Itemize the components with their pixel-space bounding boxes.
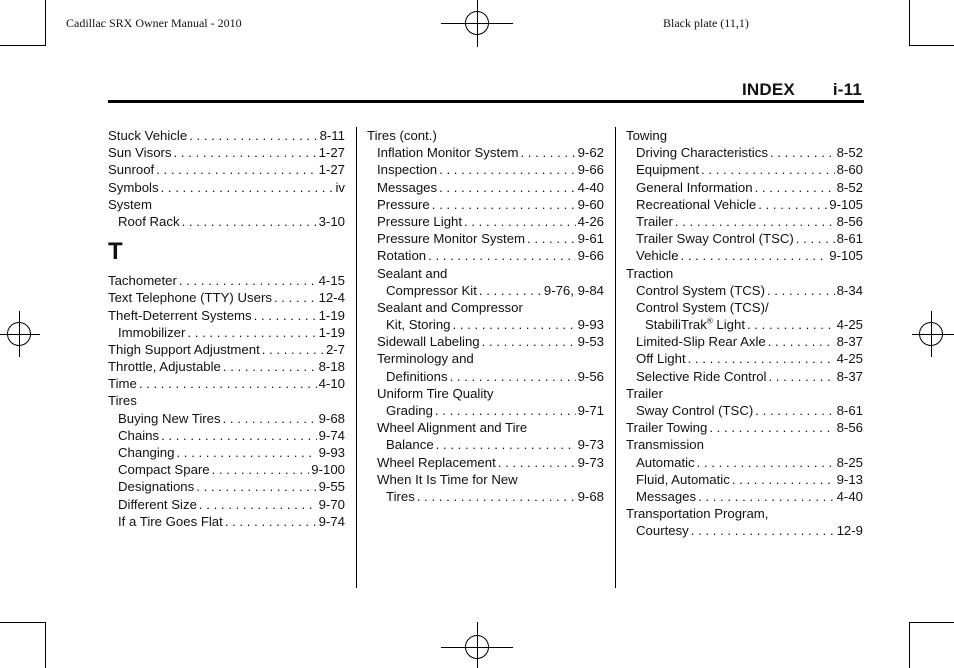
leader-dots — [139, 375, 317, 392]
index-entry — [367, 144, 604, 161]
entry-page-ref: 8-25 — [836, 454, 863, 470]
entry-label: When It Is Time for New — [377, 471, 518, 487]
leader-dots — [681, 247, 828, 264]
index-column-2 — [367, 127, 604, 505]
index-entry — [626, 419, 863, 436]
entry-page-ref: 9-13 — [836, 471, 863, 487]
entry-page-ref: 4-10 — [318, 376, 345, 392]
index-entry — [108, 461, 345, 478]
leader-dots — [196, 478, 316, 495]
entry-page-ref: 9-61 — [577, 231, 604, 247]
index-entry — [626, 247, 863, 264]
entry-page-ref: 1-27 — [318, 162, 345, 178]
index-entry — [367, 419, 604, 436]
entry-page-ref: 8-56 — [836, 420, 863, 436]
index-entry — [626, 282, 863, 299]
entry-page-ref: 8-37 — [836, 334, 863, 350]
entry-page-ref: 9-76, 9-84 — [543, 282, 604, 298]
leader-dots — [439, 179, 575, 196]
leader-dots — [770, 144, 835, 161]
entry-label: Roof Rack — [118, 213, 180, 229]
page-heading — [742, 80, 862, 100]
leader-dots — [223, 358, 317, 375]
index-entry — [367, 282, 604, 299]
entry-label: Chains — [118, 427, 160, 443]
leader-dots — [768, 368, 834, 385]
entry-label: Thigh Support Adjustment — [108, 341, 260, 357]
entry-label: Pressure Monitor System — [377, 231, 526, 247]
index-entry — [108, 213, 345, 230]
index-entry — [108, 427, 345, 444]
entry-label: Symbols — [108, 179, 159, 195]
column-divider — [356, 127, 357, 588]
entry-page-ref: 9-105 — [829, 196, 863, 212]
entry-page-ref: 9-71 — [577, 403, 604, 418]
entry-page-ref: 9-74 — [318, 513, 345, 529]
leader-dots — [709, 419, 834, 436]
entry-page-ref: 4-15 — [318, 273, 345, 289]
index-entry — [626, 471, 863, 488]
index-entry — [626, 505, 863, 522]
leader-dots — [161, 179, 334, 196]
index-entry — [367, 454, 604, 471]
crop-mark — [45, 0, 46, 46]
index-entry — [367, 402, 604, 419]
entry-label: Throttle, Adjustable — [108, 359, 221, 375]
index-entry — [367, 316, 604, 333]
index-entry — [626, 299, 863, 316]
section-title: INDEX — [742, 80, 795, 99]
leader-dots — [176, 444, 316, 461]
leader-dots — [432, 196, 576, 213]
entry-page-ref: 9-93 — [577, 317, 604, 333]
index-entry — [108, 410, 345, 427]
crop-mark — [0, 45, 46, 46]
index-entry — [626, 144, 863, 161]
entry-page-ref: 9-55 — [318, 479, 345, 495]
index-entry — [626, 368, 863, 385]
page-number: i-11 — [832, 80, 862, 99]
leader-dots — [758, 196, 827, 213]
index-column-3 — [626, 127, 863, 540]
entry-label: Sun Visors — [108, 145, 172, 161]
leader-dots — [212, 461, 310, 478]
header-rule — [108, 100, 864, 103]
entry-label: Rotation — [377, 248, 427, 264]
index-entry — [367, 368, 604, 385]
crop-mark — [0, 622, 46, 623]
leader-dots — [187, 324, 316, 341]
column-divider — [615, 127, 616, 588]
entry-label: Sealant and Compressor — [377, 299, 523, 315]
entry-label: Trailer Towing — [626, 420, 708, 436]
entry-page-ref: 12-9 — [836, 523, 863, 539]
index-entry — [626, 488, 863, 505]
entry-label: Limited-Slip Rear Axle — [636, 334, 766, 350]
index-entry — [626, 265, 863, 282]
index-entry — [367, 299, 604, 316]
index-entry — [626, 161, 863, 178]
entry-page-ref: 9-62 — [577, 145, 604, 161]
index-entry — [108, 161, 345, 178]
index-entry — [626, 213, 863, 230]
index-entry — [108, 196, 345, 213]
index-entry — [108, 358, 345, 375]
entry-label: Buying New Tires — [118, 410, 221, 426]
entry-label: Text Telephone (TTY) Users — [108, 290, 272, 306]
entry-label: Compact Spare — [118, 462, 210, 478]
leader-dots — [189, 127, 317, 144]
index-entry — [367, 127, 604, 144]
entry-page-ref: 8-52 — [836, 145, 863, 161]
entry-page-ref: 9-73 — [577, 437, 604, 453]
entry-label: Sidewall Labeling — [377, 334, 480, 350]
index-entry — [626, 316, 863, 333]
leader-dots — [223, 410, 317, 427]
entry-page-ref: iv — [335, 179, 345, 195]
index-entry — [108, 127, 345, 144]
index-entry — [367, 385, 604, 402]
leader-dots — [450, 368, 576, 385]
entry-page-ref: 2-7 — [325, 341, 345, 357]
entry-page-ref: 8-37 — [836, 368, 863, 384]
index-entry — [367, 333, 604, 350]
index-entry — [367, 247, 604, 264]
index-entry — [626, 127, 863, 144]
leader-dots — [747, 316, 835, 333]
entry-label: StabiliTrak® Light — [645, 316, 745, 333]
leader-dots — [691, 522, 835, 539]
leader-dots — [254, 307, 317, 324]
entry-label: General Information — [636, 179, 753, 195]
leader-dots — [527, 230, 576, 247]
entry-label: Messages — [636, 488, 697, 504]
entry-label: Messages — [377, 179, 438, 195]
index-entry — [367, 350, 604, 367]
index-entry — [626, 333, 863, 350]
entry-label: Towing — [626, 128, 668, 143]
entry-page-ref: 8-60 — [836, 162, 863, 178]
index-entry — [626, 522, 863, 539]
entry-label: Tachometer — [108, 273, 177, 289]
leader-dots — [199, 496, 317, 513]
index-entry — [108, 144, 345, 161]
entry-page-ref: 8-18 — [318, 359, 345, 375]
entry-label: Off Light — [636, 351, 686, 367]
entry-page-ref: 9-68 — [318, 410, 345, 426]
entry-label: Pressure Light — [377, 213, 463, 229]
leader-dots — [417, 488, 576, 505]
leader-dots — [498, 454, 576, 471]
entry-page-ref: 9-53 — [577, 334, 604, 350]
index-entry — [367, 265, 604, 282]
leader-dots — [520, 144, 575, 161]
leader-dots — [182, 213, 317, 230]
index-entry — [108, 324, 345, 341]
index-entry — [367, 488, 604, 505]
entry-label: Stuck Vehicle — [108, 128, 188, 143]
leader-dots — [755, 179, 835, 196]
crop-mark — [909, 622, 954, 623]
entry-page-ref: 9-70 — [318, 496, 345, 512]
index-entry — [367, 161, 604, 178]
leader-dots — [755, 402, 834, 419]
index-entry — [626, 402, 863, 419]
index-entry — [367, 196, 604, 213]
entry-label: Tires — [108, 393, 137, 409]
leader-dots — [698, 488, 834, 505]
index-entry — [626, 196, 863, 213]
entry-label: Courtesy — [636, 523, 689, 539]
entry-page-ref: 4-40 — [836, 488, 863, 504]
entry-label: System — [108, 196, 152, 212]
index-entry — [626, 385, 863, 402]
entry-label: Tires (cont.) — [367, 128, 437, 143]
plate-label: Black plate (11,1) — [663, 16, 749, 30]
entry-label: Trailer — [626, 385, 663, 401]
entry-label: Control System (TCS)/ — [636, 299, 769, 315]
leader-dots — [796, 230, 835, 247]
crop-mark — [909, 45, 954, 46]
entry-page-ref: 1-19 — [318, 307, 345, 323]
entry-label: Sway Control (TSC) — [636, 403, 754, 418]
entry-label: Definitions — [386, 368, 448, 384]
entry-page-ref: 9-56 — [577, 368, 604, 384]
entry-label: Changing — [118, 445, 175, 460]
entry-label: Traction — [626, 265, 674, 281]
index-entry — [108, 307, 345, 324]
crop-mark — [909, 622, 910, 668]
entry-page-ref: 8-56 — [836, 213, 863, 229]
index-entry — [108, 444, 345, 461]
entry-label: Balance — [386, 437, 434, 453]
leader-dots — [262, 341, 324, 358]
entry-label: Driving Characteristics — [636, 145, 768, 161]
entry-label: Selective Ride Control — [636, 368, 767, 384]
entry-page-ref: 9-66 — [577, 162, 604, 178]
leader-dots — [701, 161, 835, 178]
crop-mark — [909, 0, 910, 46]
index-entry — [108, 179, 345, 196]
entry-page-ref: 9-66 — [577, 248, 604, 264]
entry-label: Sealant and — [377, 265, 448, 281]
leader-dots — [274, 289, 317, 306]
leader-dots — [436, 436, 576, 453]
entry-label: Immobilizer — [118, 324, 186, 340]
entry-page-ref: 9-73 — [577, 454, 604, 470]
entry-label: Inspection — [377, 162, 438, 178]
index-entry — [108, 272, 345, 289]
entry-page-ref: 12-4 — [318, 290, 345, 306]
entry-page-ref: 8-61 — [836, 403, 863, 418]
entry-label: Trailer — [636, 213, 673, 229]
index-entry — [108, 375, 345, 392]
leader-dots — [161, 427, 317, 444]
leader-dots — [482, 333, 576, 350]
leader-dots — [675, 213, 835, 230]
index-entry — [626, 436, 863, 453]
entry-page-ref: 9-74 — [318, 427, 345, 443]
manual-title: Cadillac SRX Owner Manual - 2010 — [66, 16, 242, 30]
entry-label: Theft-Deterrent Systems — [108, 307, 252, 323]
entry-label: Sunroof — [108, 162, 155, 178]
entry-page-ref: 3-10 — [318, 213, 345, 229]
leader-dots — [732, 471, 835, 488]
entry-label: Kit, Storing — [386, 317, 451, 333]
index-column-1 — [108, 127, 345, 530]
entry-page-ref: 1-27 — [318, 145, 345, 161]
leader-dots — [179, 272, 317, 289]
entry-label: Vehicle — [636, 248, 679, 264]
entry-label: Equipment — [636, 162, 700, 178]
entry-page-ref: 4-25 — [836, 317, 863, 333]
index-entry — [108, 478, 345, 495]
index-entry — [108, 289, 345, 306]
index-entry — [626, 179, 863, 196]
entry-label: Transportation Program, — [626, 506, 769, 522]
entry-page-ref: 8-34 — [836, 282, 863, 298]
entry-label: Time — [108, 376, 137, 392]
leader-dots — [453, 316, 576, 333]
entry-page-ref: 4-25 — [836, 351, 863, 367]
entry-label: Recreational Vehicle — [636, 196, 757, 212]
index-entry — [108, 341, 345, 358]
leader-dots — [767, 282, 835, 299]
entry-label: Wheel Alignment and Tire — [377, 420, 528, 436]
index-entry — [108, 496, 345, 513]
entry-label: Terminology and — [377, 351, 474, 367]
entry-label: Wheel Replacement — [377, 454, 496, 470]
index-entry — [108, 513, 345, 530]
entry-label: Tires — [386, 488, 415, 504]
entry-label: Inflation Monitor System — [377, 145, 519, 161]
entry-label: Transmission — [626, 437, 704, 453]
entry-page-ref: 8-52 — [836, 179, 863, 195]
entry-label: Designations — [118, 479, 195, 495]
index-letter-heading: T — [108, 238, 123, 266]
entry-label: Uniform Tire Quality — [377, 385, 494, 401]
leader-dots — [428, 247, 575, 264]
index-entry — [626, 454, 863, 471]
entry-page-ref: 4-40 — [577, 179, 604, 195]
leader-dots — [688, 350, 835, 367]
index-entry — [367, 230, 604, 247]
index-entry — [367, 179, 604, 196]
leader-dots — [156, 161, 316, 178]
entry-label: Grading — [386, 403, 433, 418]
entry-label: Control System (TCS) — [636, 282, 765, 298]
entry-label: Different Size — [118, 496, 197, 512]
leader-dots — [439, 161, 575, 178]
entry-page-ref: 9-93 — [318, 445, 345, 460]
leader-dots — [174, 144, 317, 161]
index-entry — [626, 350, 863, 367]
crop-mark — [45, 622, 46, 668]
entry-page-ref: 1-19 — [318, 324, 345, 340]
entry-page-ref: 4-26 — [577, 213, 604, 229]
entry-page-ref: 9-68 — [577, 488, 604, 504]
entry-label: If a Tire Goes Flat — [118, 513, 223, 529]
entry-page-ref: 9-105 — [829, 248, 863, 264]
entry-label: Fluid, Automatic — [636, 471, 730, 487]
leader-dots — [464, 213, 576, 230]
leader-dots — [225, 513, 317, 530]
entry-page-ref: 8-11 — [319, 128, 345, 143]
entry-label: Compressor Kit — [386, 282, 477, 298]
leader-dots — [435, 402, 576, 419]
leader-dots — [768, 333, 835, 350]
registered-mark: ® — [706, 316, 713, 326]
index-entry — [367, 471, 604, 488]
index-entry — [626, 230, 863, 247]
index-entry — [367, 213, 604, 230]
entry-label: Pressure — [377, 196, 430, 212]
index-entry — [367, 436, 604, 453]
entry-page-ref: 9-100 — [311, 462, 345, 478]
leader-dots — [479, 282, 542, 299]
index-entry — [108, 392, 345, 409]
leader-dots — [697, 454, 835, 471]
entry-label: Automatic — [636, 454, 695, 470]
entry-page-ref: 8-61 — [836, 231, 863, 247]
entry-label: Trailer Sway Control (TSC) — [636, 231, 794, 247]
entry-page-ref: 9-60 — [577, 196, 604, 212]
